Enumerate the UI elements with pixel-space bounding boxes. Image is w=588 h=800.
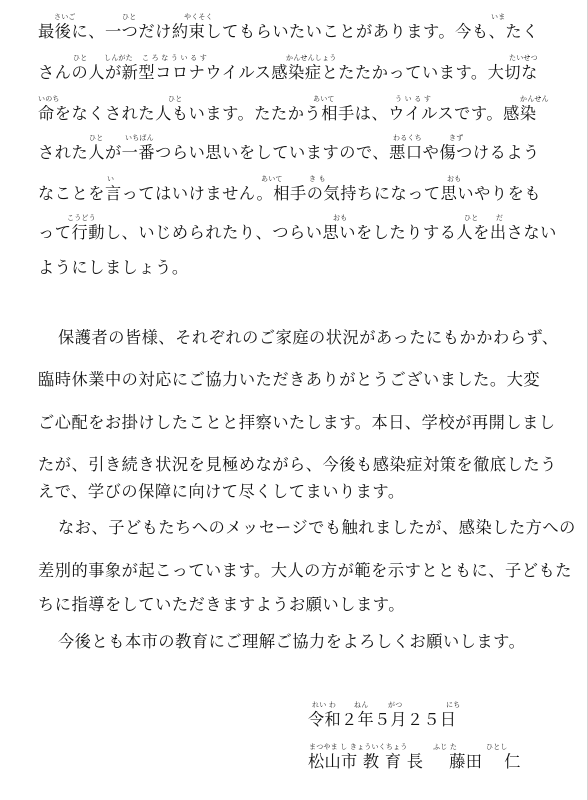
text-line: された人が一番つらい思いをしていますので、悪口や傷つけるよう — [38, 143, 540, 162]
text-line: ちに指導をしていただきますようお願いします。 — [38, 595, 405, 614]
furigana-reading: たいせつ — [509, 54, 538, 62]
signature-surname: 藤田 — [449, 752, 483, 771]
furigana-reading: ひと — [89, 134, 104, 142]
text-line: 命をなくされた人もいます。たたかう相手は、ウイルスです。感染 — [38, 104, 537, 123]
furigana-reading: さいご — [54, 13, 76, 21]
text-line: ようにしましょう。 — [38, 258, 189, 277]
signature-organization: 松山市 教 育 長 — [308, 752, 424, 771]
furigana-reading: しんがた — [104, 54, 133, 62]
furigana-reading: ねん — [354, 701, 369, 709]
furigana-reading: ひと — [168, 95, 183, 103]
text-line: って行動し、いじめられたり、つらい思いをしたりする人を出さない — [38, 223, 557, 242]
furigana-reading: きず — [449, 134, 464, 142]
furigana-reading: おも — [447, 175, 462, 183]
text-line: さんの人が新型コロナウイルス感染症とたたかっています。大切な — [38, 63, 538, 82]
furigana-reading: まつやま し きょういくちょう — [309, 743, 408, 751]
furigana-reading: う い る す — [395, 95, 432, 103]
furigana-reading: にち — [446, 701, 461, 709]
text-line: たが、引き続き状況を見極めながら、今後も感染症対策を徹底したう — [38, 455, 557, 474]
furigana-reading: あいて — [261, 175, 283, 183]
furigana-reading: い — [107, 175, 115, 183]
text-line: なことを言ってはいけません。相手の気持ちになって思いやりをも — [38, 184, 542, 203]
furigana-reading: おも — [333, 214, 348, 222]
furigana-reading: だ — [496, 214, 504, 222]
furigana-reading: かんせん — [520, 95, 549, 103]
furigana-reading: かんせんしょう — [286, 54, 337, 62]
furigana-reading: がつ — [388, 701, 403, 709]
furigana-row — [0, 12, 588, 22]
furigana-reading: やくそく — [184, 13, 213, 21]
furigana-reading: れい わ — [312, 701, 337, 709]
signature-given-name: 仁 — [504, 752, 521, 771]
text-line: 最後に、一つだけ約束してもらいたいことがあります。今も、たく — [38, 22, 539, 41]
furigana-reading: ひと — [464, 214, 479, 222]
text-line: 臨時休業中の対応にご協力いただきありがとうございました。大変 — [38, 370, 541, 389]
furigana-row — [0, 94, 588, 104]
furigana-reading: ひと — [122, 13, 137, 21]
furigana-reading: ふじ た — [433, 743, 458, 751]
date-furigana — [0, 700, 588, 710]
furigana-reading: いちばん — [125, 134, 154, 142]
furigana-reading: ひとし — [486, 743, 508, 751]
furigana-reading: こうどう — [67, 214, 96, 222]
furigana-row — [0, 213, 588, 223]
furigana-reading: わるくち — [393, 134, 422, 142]
signature-furigana — [0, 742, 588, 752]
text-line: えで、学びの保障に向けて尽くしてまいります。 — [38, 482, 405, 501]
furigana-reading: こ ろ な う い る す — [142, 54, 207, 62]
furigana-row — [0, 53, 588, 63]
furigana-reading: いのち — [38, 95, 60, 103]
furigana-reading: いま — [491, 13, 506, 21]
furigana-row — [0, 174, 588, 184]
text-line: なお、子どもたちへのメッセージでも触れましたが、感染した方への — [58, 518, 576, 537]
text-line: 差別的事象が起こっています。大人の方が範を示すとともに、子どもた — [38, 561, 572, 580]
furigana-reading: ひと — [73, 54, 88, 62]
furigana-reading: き も — [309, 175, 326, 183]
furigana-row — [0, 133, 588, 143]
text-line: 今後とも本市の教育にご理解ご協力をよろしくお願いします。 — [58, 632, 526, 651]
signature — [308, 752, 588, 772]
furigana-reading: あいて — [313, 95, 335, 103]
text-line: ご心配をお掛けしたことと拝察いたします。本日、学校が再開しまし — [38, 413, 556, 432]
text-line: 保護者の皆様、それぞれのご家庭の状況があったにもかかわらず、 — [58, 328, 559, 347]
letter-date: 令和２年５月２５日 — [308, 710, 457, 729]
